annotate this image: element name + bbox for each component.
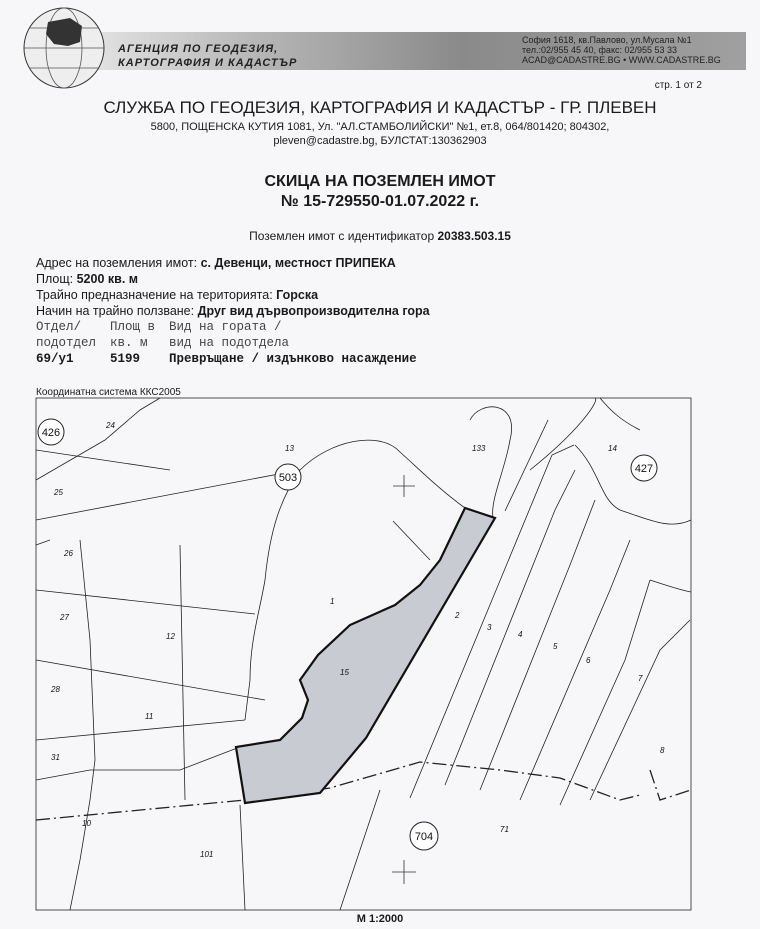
page-number: стр. 1 от 2	[654, 80, 702, 91]
sketch-title: СКИЦА НА ПОЗЕМЛЕН ИМОТ	[264, 173, 496, 190]
parcel-label: 14	[608, 444, 617, 453]
parcel-label: 6	[586, 656, 591, 665]
block-label: 426	[41, 427, 61, 439]
address-label: Адрес на поземления имот:	[36, 256, 201, 270]
parcel-label: 2	[455, 611, 460, 620]
coordinate-system: Координатна система ККС2005	[36, 387, 181, 398]
parcel-label: 133	[472, 444, 486, 453]
usage-value: Друг вид дървопроизводителна гора	[197, 304, 430, 318]
parcel-label: 10	[82, 819, 91, 828]
parcel-label: 3	[487, 623, 492, 632]
purpose-value: Горска	[276, 288, 319, 302]
sketch-number: № 15-729550-01.07.2022 г.	[280, 193, 480, 210]
contact-web: ACAD@CADASTRE.BG • WWW.CADASTRE.BG	[522, 55, 721, 65]
block-label: 503	[278, 472, 298, 484]
contact-phone: тел.:02/955 45 40, факс: 02/955 53 33	[522, 45, 678, 55]
cell-area: 5199	[110, 352, 141, 366]
agency-line-1: АГЕНЦИЯ ПО ГЕОДЕЗИЯ,	[118, 43, 279, 55]
parcel-label: 27	[60, 613, 69, 622]
parcel-label: 12	[166, 632, 175, 641]
parcel-label: 25	[54, 488, 63, 497]
parcel-label: 4	[518, 630, 523, 639]
parcel-label: 15	[340, 668, 349, 677]
office-address-line-1: 5800, ПОЩЕНСКА КУТИЯ 1081, Ул. "АЛ.СТАМБОЛИЙСКИ" №1, ет.8, 064/801420; 804302,	[150, 121, 610, 133]
purpose-label: Трайно предназначение на територията:	[36, 288, 277, 302]
usage-label: Начин на трайно ползване:	[36, 304, 198, 318]
block-label: 704	[414, 831, 434, 843]
office-address-line-2: pleven@cadastre.bg, БУЛСТАТ:130362903	[273, 135, 487, 147]
col-header-forest-type: Вид на гората / вид на подотдела	[169, 320, 290, 350]
parcel-label: 13	[285, 444, 294, 453]
identifier-value: 20383.503.15	[437, 229, 511, 243]
col-header-section: Отдел/ подотдел	[36, 320, 97, 350]
parcel-label: 24	[106, 421, 115, 430]
cell-section: 69/у1	[36, 352, 74, 366]
parcel-label: 11	[145, 712, 154, 721]
boundary-line	[36, 450, 170, 470]
parcel-label: 7	[638, 674, 643, 683]
parcel-label: 5	[553, 642, 558, 651]
highlighted-parcel-15	[236, 508, 495, 803]
parcel-label: 26	[64, 549, 73, 558]
parcel-label: 28	[51, 685, 60, 694]
parcel-label: 71	[500, 825, 509, 834]
map-scale: М 1:2000	[356, 913, 404, 925]
address-value: с. Девенци, местност ПРИПЕКА	[200, 256, 396, 270]
area-value: 5200 кв. м	[76, 272, 139, 286]
area-label: Площ:	[36, 272, 77, 286]
contact-address: София 1618, кв.Павлово, ул.Мусала №1	[522, 35, 692, 45]
cell-forest-type: Превръщане / издънково насаждение	[169, 352, 417, 366]
col-header-area: Площ в кв. м	[110, 320, 156, 350]
block-label: 427	[634, 463, 654, 475]
parcel-label: 8	[660, 746, 665, 755]
parcel-label: 31	[51, 753, 60, 762]
parcel-label: 101	[200, 850, 214, 859]
identifier-label: Поземлен имот с идентификатор	[249, 229, 438, 243]
agency-line-2: КАРТОГРАФИЯ И КАДАСТЪР	[118, 57, 298, 69]
office-title: СЛУЖБА ПО ГЕОДЕЗИЯ, КАРТОГРАФИЯ И КАДАСТЪР - ГР. ПЛЕВЕН	[103, 98, 657, 117]
parcel-label: 1	[330, 597, 335, 606]
